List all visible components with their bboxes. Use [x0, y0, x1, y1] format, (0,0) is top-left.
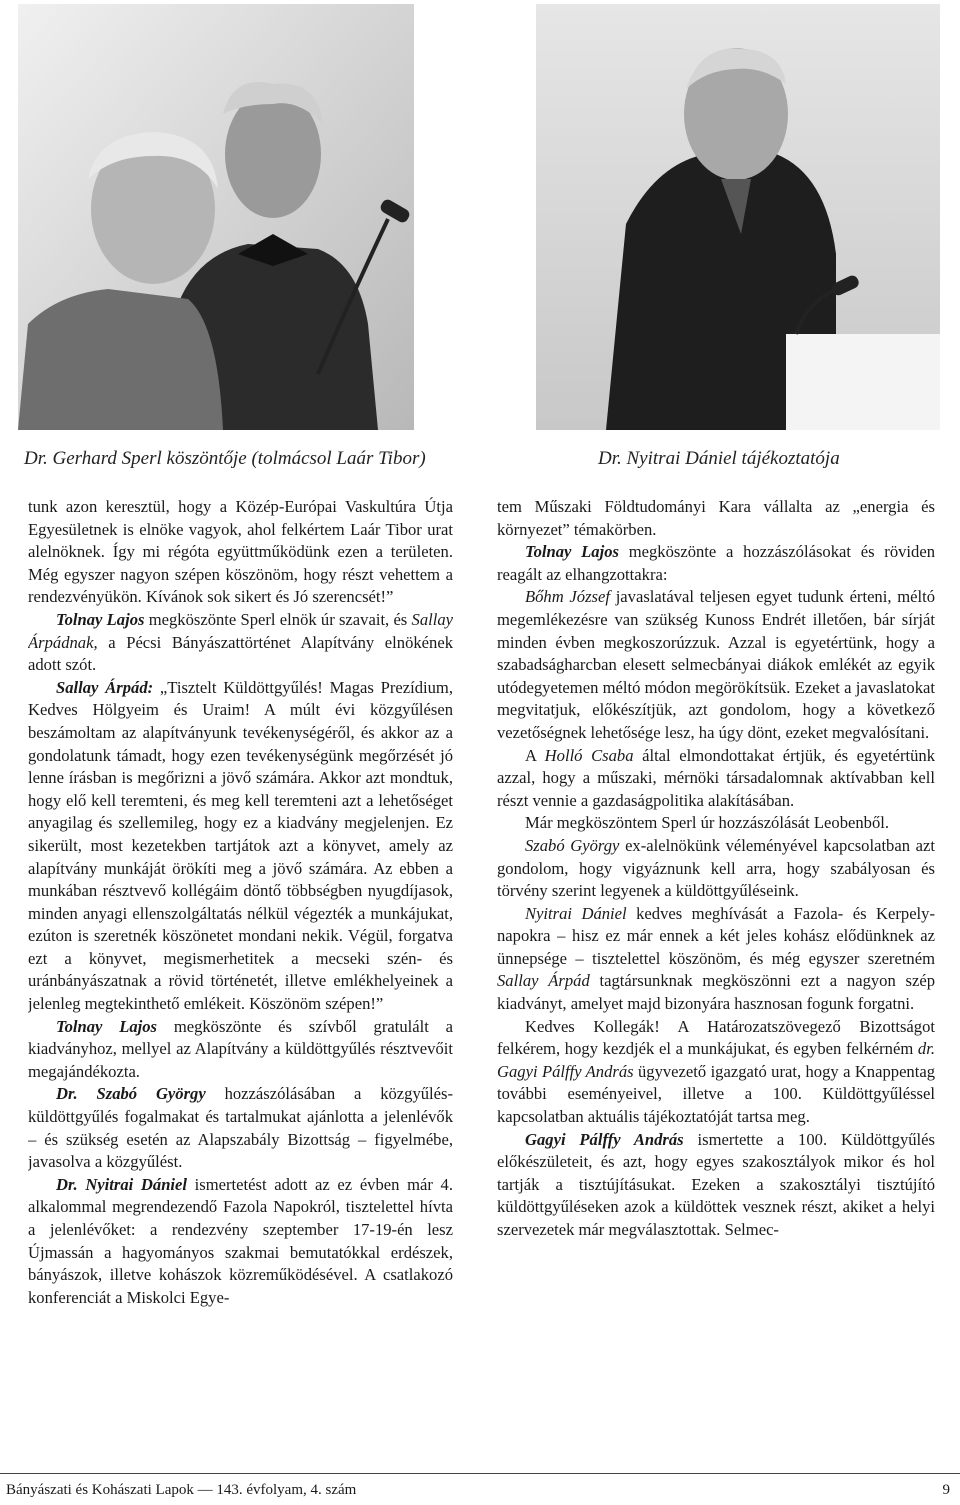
person-name: Gagyi Pálffy András — [525, 1129, 684, 1149]
person-name: Dr. Nyitrai Dániel — [56, 1174, 188, 1194]
left-column — [28, 496, 453, 1468]
paragraph-text: Már megköszöntem Sperl úr hozzászólását Leobenből. — [525, 813, 890, 833]
paragraph — [28, 677, 453, 1016]
paragraph-text: „Tisztelt Küldöttgyűlés! Magas Prezídium, Kedves Hölgyeim és Uraim! A múlt évi közgyűlésen beszámoltam az alapítványunk tevékenységéről, és akkor az a gondolatunk támadt, hogy ezen tevékenységünk megőrzését jó lenne írásban is megőrizni a jövő számára. Akkor azt mondtuk, hogy elő kell teremteni, és meg kell teremteni azt a lehetőséget anyagilag és szellemileg, hogy ez a kiadvány megjelenjen. Ez sikerült, most kezetekben tartjátok azt a könyvet, amely az alapítvány munkáját örökíti meg a jövő számára. Az ebben a munkában résztvevő kollégáim döntő többségben nyugdíjasok, minden anyagi ellenszolgáltatás nélkül végezték a munkájukat, ezúton is szeretnék köszönetet mondani nekik. Végül, forgatva ezt a könyvet, megismerhetitek a mecseki szén- és uránbányászatnak a rövid történetét, illetve emlékhelyeinek a jelenleg megtekinthető emlékeit. Köszönöm szépen!” — [28, 677, 453, 1014]
paragraph-text: A — [525, 745, 545, 765]
paragraph — [28, 609, 453, 677]
paragraph-text: kedves meghívását a Fazola- és Kerpely-napokra – hisz ez már ennek a két jeles kohász elődünknek az ünnepsége – tisztelettel köszönöm, és még egyszer szeretném — [497, 903, 935, 968]
paragraph-text: ex-alelnökünk véleményével kapcsolatban azt gondolom, hogy vigyáznunk kell arra, hogy szabályosan és törvény szerint legyenek a küldöttgyűléseink. — [497, 835, 935, 901]
person-name: Tolnay Lajos — [525, 542, 619, 562]
right-column — [497, 496, 935, 1468]
person-name: Tolnay Lajos — [56, 609, 145, 629]
photo-caption-left: Dr. Gerhard Sperl köszöntője (tolmácsol Laár Tibor) — [24, 448, 426, 469]
paragraph-text: által elmondottakat értjük, és egyetértünk azzal, hogy a műszaki, mérnöki társadalomnak aktívabban kell részt vennie a gazdaságpolitika alakításában. — [497, 745, 935, 810]
paragraph — [28, 1016, 453, 1084]
paragraph-text: tagtársunknak megköszönni ezt a nagyon szép kiadványt, amelyet majd bizonyára hasznosan fogunk forgatni. — [497, 971, 935, 1014]
paragraph — [28, 496, 453, 609]
person-name: Dr. Szabó György — [56, 1084, 206, 1104]
paragraph-text: ismertetést adott az ez évben már 4. alkalommal megrendezendő Fazola Napokról, tisztelettel hívta a jelenlévőket: a rendezvény szeptember 17-19-én lesz Újmassán a hagyományos szakmai bemutatókkal erdészek, bányászok, illetve kohászok közreműködésével. A csatlakozó konferenciát a Miskolci Egye- — [28, 1174, 453, 1307]
page-footer — [0, 1473, 960, 1505]
paragraph — [28, 1174, 453, 1310]
paragraph-text: megköszönte a hozzászólásokat és röviden reagált az elhangzottakra: — [497, 542, 935, 584]
person-name: dr. Gagyi Pálffy András — [497, 1039, 935, 1081]
paragraph — [497, 812, 935, 835]
photo-nyitrai — [536, 4, 940, 430]
person-name: Szabó György — [525, 835, 620, 855]
footer-divider — [0, 1473, 960, 1474]
person-name: Nyitrai Dániel — [525, 903, 627, 923]
person-name: Holló Csaba — [544, 745, 634, 765]
paragraph-text: hozzászólásában a közgyűlés-küldöttgyűlés fogalmakat és tartalmukat ajánlotta a jelenlévők – és szükség esetén az Alapszabály Bizottság – figyelmébe, javasolva a közgyűlést. — [28, 1084, 453, 1172]
paragraph — [497, 496, 935, 541]
paragraph-text: ismertette a 100. Küldöttgyűlés előkészületeit, és azt, hogy egyes szakosztályok mikor és hol tartják a tisztújításukat. Ezeken a szakosztályi tisztújító küldöttgyűléseken azok a küldöttek vesznek részt, akiket a helyi szervezetek már megválasztottak. Selmec- — [497, 1129, 935, 1239]
photo-nyitrai-image — [536, 4, 940, 430]
photo-caption-right: Dr. Nyitrai Dániel tájékoztatója — [598, 448, 840, 469]
person-name: Sallay Árpád — [497, 971, 590, 991]
person-name: Sallay Árpád: — [56, 677, 154, 697]
paragraph-text: a Pécsi Bányászattörténet Alapítvány elnökének adott szót. — [28, 632, 453, 675]
paragraph-text: javaslatával teljesen egyet tudunk érteni, méltó megemlékezésre van szükség Kunoss Endrét illetően, bár sírját minden évben megkoszorúzzuk. Azzal is egyetértünk, hogy a szabadságharcban elesett selmecbányai diákok emlékét az egyik utódegyetemen méltó módon megörökítsük. Ezeket a javaslatokat megvitatjuk, előkészítjük, azt gondolom, hogy a következő vezetőségnek lehetősége lesz, ha úgy dönt, ezeket megvalósítani. — [497, 587, 935, 742]
paragraph-text: Kedves Kollegák! A Határozatszövegező Bizottságot felkérem, hogy kezdjék el a munkájukat, és egyben felkérném — [497, 1016, 935, 1059]
paragraph-text: tem Műszaki Földtudományi Kara vállalta az „energia és környezet” témakörben. — [497, 497, 935, 539]
paragraph — [497, 1016, 935, 1129]
person-name: Bőhm József — [525, 587, 610, 607]
paragraph — [497, 835, 935, 903]
journal-title: Bányászati és Kohászati Lapok — 143. évfolyam, 4. szám — [6, 1482, 357, 1498]
person-name: Tolnay Lajos — [56, 1016, 158, 1036]
paragraph — [497, 903, 935, 1016]
paragraph — [28, 1083, 453, 1173]
paragraph — [497, 541, 935, 586]
photo-sperl-laar-image — [18, 4, 414, 430]
paragraph-text: tunk azon keresztül, hogy a Közép-Európai Vaskultúra Útja Egyesületnek is elnöke vagyok, ahol felkértem Laár Tibor urat alelnöknek. Így mi régóta együttműködünk ezen a területen. Még egyszer nagyon szépen köszönöm, hogy részt vehettem a rendezvényükön. Kívánok sok sikert és Jó szerencsét!” — [28, 497, 453, 607]
paragraph — [497, 1129, 935, 1242]
paragraph-text: megköszönte Sperl elnök úr szavait, és — [144, 609, 412, 629]
paragraph — [497, 586, 935, 744]
page-number: 9 — [942, 1482, 950, 1498]
photo-sperl-laar — [18, 4, 414, 430]
paragraph-text: ügyvezető igazgató urat, hogy a Knappentag további eseményeivel, illetve a 100. Küldöttgyűléssel kapcsolatban aktuális tájékoztatóját tartsa meg. — [497, 1061, 935, 1127]
paragraph-text: megköszönte és szívből gratulált a kiadványhoz, mellyel az Alapítvány a küldöttgyűlés résztvevőit megajándékozta. — [28, 1016, 453, 1081]
paragraph — [497, 745, 935, 813]
person-name: Sallay Árpádnak, — [28, 609, 453, 652]
